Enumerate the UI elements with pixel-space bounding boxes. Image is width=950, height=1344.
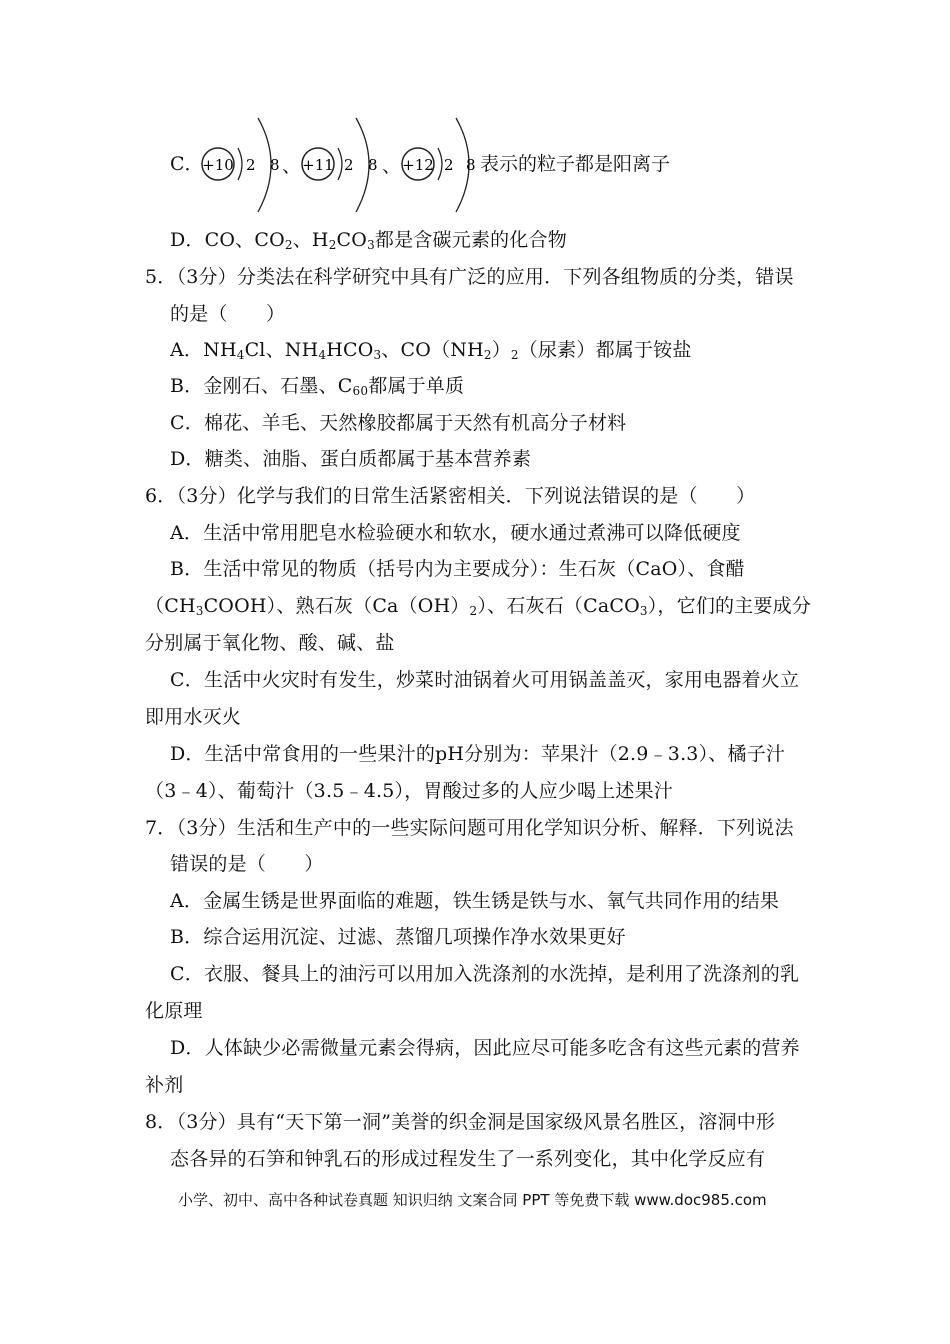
q7-option-d-cont: 补剂 <box>145 1074 184 1096</box>
q8-stem-cont: 态各异的石笋和钟乳石的形成过程发生了一系列变化，其中化学反应有 <box>170 1148 766 1170</box>
atom-diagram-sodium <box>300 112 390 222</box>
q7-option-c-cont: 化原理 <box>145 1000 203 1022</box>
q6-option-b-cont2: 分别属于氧化物、酸、碱、盐 <box>145 632 395 654</box>
svg-text:2: 2 <box>246 156 256 174</box>
svg-text:8: 8 <box>270 156 280 174</box>
q4-option-d: D．CO、$CO_2$、$H_2CO_3$都是含碳元素的化合物 <box>170 229 567 252</box>
q7-stem: 7．（3分）生活和生产中的一些实际问题可用化学知识分析、解释．下列说法 <box>145 817 794 839</box>
svg-text:2: 2 <box>444 156 454 174</box>
svg-text:2: 2 <box>344 156 354 174</box>
svg-text:+11: +11 <box>302 156 334 174</box>
option-label: C． <box>170 153 204 175</box>
q6-option-d-cont: （3﹣4）、葡萄汁（3.5﹣4.5），胃酸过多的人应少喝上述果汁 <box>145 780 674 802</box>
q8-stem: 8．（3分）具有“天下第一洞”美誉的织金洞是国家级风景名胜区，溶洞中形 <box>145 1111 776 1133</box>
q6-stem: 6．（3分）化学与我们的日常生活紧密相关．下列说法错误的是（ ） <box>145 485 756 507</box>
q6-option-c-cont: 即用水灭火 <box>145 706 242 728</box>
q5-option-d: D．糖类、油脂、蛋白质都属于基本营养素 <box>170 448 532 470</box>
q7-option-d: D．人体缺少必需微量元素会得病，因此应尽可能多吃含有这些元素的营养 <box>170 1037 800 1059</box>
q5-option-b: B．金刚石、石墨、$C_{60}$都属于单质 <box>170 375 465 398</box>
svg-text:8: 8 <box>466 156 476 174</box>
q7-stem-cont: 错误的是（ ） <box>170 853 324 875</box>
page-footer: 小学、初中、高中各种试卷真题 知识归纳 文案合同 PPT 等免费下载 www.doc985.com <box>178 1191 767 1209</box>
q7-option-a: A．金属生锈是世界面临的难题，铁生锈是铁与水、氧气共同作用的结果 <box>170 890 780 912</box>
atom-diagram-magnesium <box>400 112 490 222</box>
svg-text:8: 8 <box>368 156 378 174</box>
q4-option-c <box>170 112 890 222</box>
option-text: 表示的粒子都是阳离子 <box>480 153 671 175</box>
separator: 、 <box>282 155 302 177</box>
q6-option-b-cont: $(CH_3COOH)$、熟石灰$(Ca(OH)_2)$、石灰石（CaCO$_3$），它们的主要成分 <box>145 595 812 618</box>
q7-option-b: B．综合运用沉淀、过滤、蒸馏几项操作净水效果更好 <box>170 926 626 948</box>
svg-text:+10: +10 <box>202 156 234 174</box>
q7-option-c: C．衣服、餐具上的油污可以用加入洗涤剂的水洗掉，是利用了洗涤剂的乳 <box>170 963 800 985</box>
svg-text:+12: +12 <box>402 156 434 174</box>
q5-option-a: A．$NH_4Cl$、$NH_4HCO_3$、$CO(NH_2)_2$（尿素）都属于铵盐 <box>170 339 692 362</box>
q5-stem: 5．（3分）分类法在科学研究中具有广泛的应用．下列各组物质的分类，错误 <box>145 266 794 288</box>
q5-stem-cont: 的是（ ） <box>170 303 286 325</box>
separator: 、 <box>382 155 402 177</box>
atom-diagram-neon <box>200 112 290 222</box>
q6-option-b: B．生活中常见的物质（括号内为主要成分）：生石灰（CaO）、食醋 <box>170 558 745 580</box>
q6-option-d: D．生活中常食用的一些果汁的pH分别为：苹果汁（2.9﹣3.3）、橘子汁 <box>170 743 786 765</box>
q6-option-c: C．生活中火灾时有发生，炒菜时油锅着火可用锅盖盖灭，家用电器着火立 <box>170 669 800 691</box>
q6-option-a: A．生活中常用肥皂水检验硬水和软水，硬水通过煮沸可以降低硬度 <box>170 522 741 544</box>
q5-option-c: C．棉花、羊毛、天然橡胶都属于天然有机高分子材料 <box>170 412 627 434</box>
